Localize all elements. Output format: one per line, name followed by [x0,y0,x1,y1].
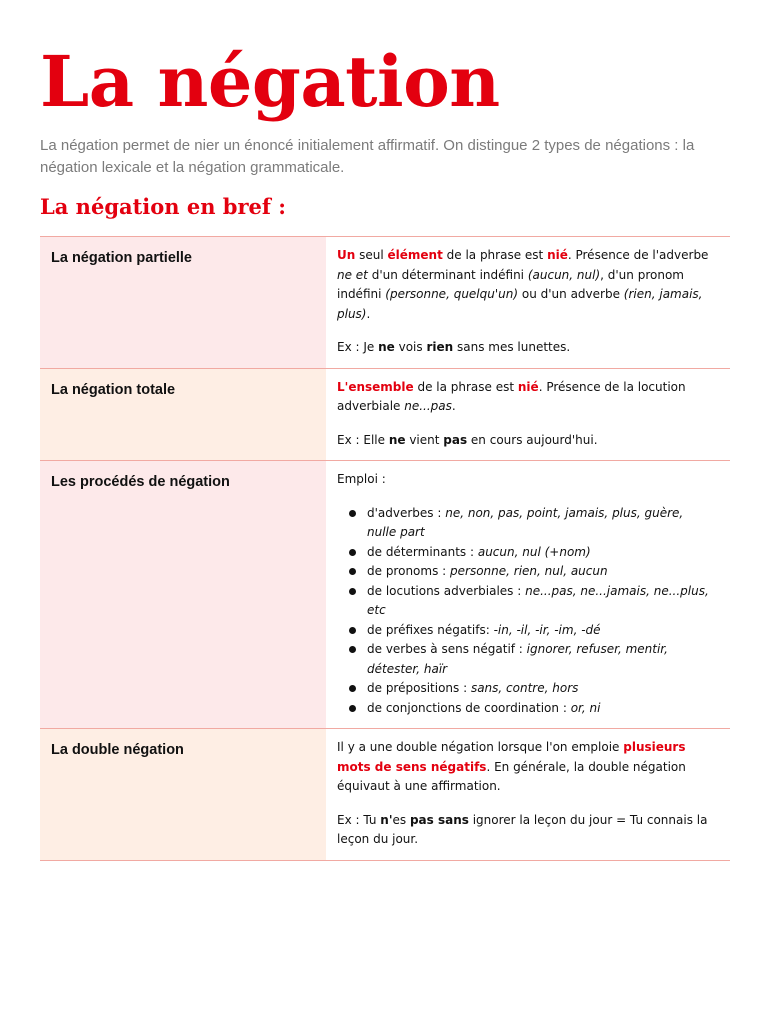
bullet-icon [349,685,356,692]
row-definition [326,729,730,861]
bullet-icon [349,568,356,575]
page-title: La négation [40,40,500,123]
bullet-icon [349,510,356,517]
list-item: de locutions adverbiales : ne...pas, ne...jamais, ne...plus, etc [367,582,720,621]
bullet-icon [349,627,356,634]
definition-text: L'ensemble de la phrase est nié. Présence de la locution adverbiale ne...pas. [337,379,686,413]
list-item: de pronoms : personne, rien, nul, aucun [367,562,720,582]
bullet-icon [349,588,356,595]
row-definition [326,237,730,369]
table-row [40,461,730,729]
row-term: La négation totale [40,368,326,461]
list-item: de verbes à sens négatif : ignorer, refuser, mentir, détester, haïr [367,640,720,679]
row-term: La négation partielle [40,237,326,369]
list-item: de préfixes négatifs: -in, -il, -ir, -im, -dé [367,621,720,641]
row-definition [326,461,730,729]
example-text: Ex : Elle ne vient pas en cours aujourd'hui. [337,432,598,447]
bullet-icon [349,705,356,712]
list-item: de prépositions : sans, contre, hors [367,679,720,699]
example-text: Ex : Tu n'es pas sans ignorer la leçon du jour = Tu connais la leçon du jour. [337,812,708,846]
table-row [40,729,730,861]
bullet-icon [349,549,356,556]
intro-paragraph: La négation permet de nier un énoncé initialement affirmatif. On distingue 2 types de négations : la négation lexicale et la négation grammaticale. [40,137,695,176]
row-term: Les procédés de négation [40,461,326,729]
definition-text: Il y a une double négation lorsque l'on emploie plusieurs mots de sens négatifs. En générale, la double négation équivaut à une affirmation. [337,740,686,793]
definition-text: Un seul élément de la phrase est nié. Présence de l'adverbe ne et d'un déterminant indéfini (aucun, nul), d'un pronom indéfini (personne, quelqu'un) ou d'un adverbe (rien, jamais, plus). [337,248,709,321]
example-text: Ex : Je ne vois rien sans mes lunettes. [337,340,571,354]
table-row [40,237,730,369]
list-item: de conjonctions de coordination : or, ni [367,699,720,719]
procedes-list [337,504,720,719]
row-definition [326,368,730,461]
section-heading: La négation en bref : [40,194,287,219]
lead-text: Emploi : [337,472,386,486]
table-row [40,368,730,461]
row-term: La double négation [40,729,326,861]
list-item: de déterminants : aucun, nul (+nom) [367,543,720,563]
bullet-icon [349,646,356,653]
negation-table [40,236,730,861]
list-item: d'adverbes : ne, non, pas, point, jamais, plus, guère, nulle part [367,504,720,543]
